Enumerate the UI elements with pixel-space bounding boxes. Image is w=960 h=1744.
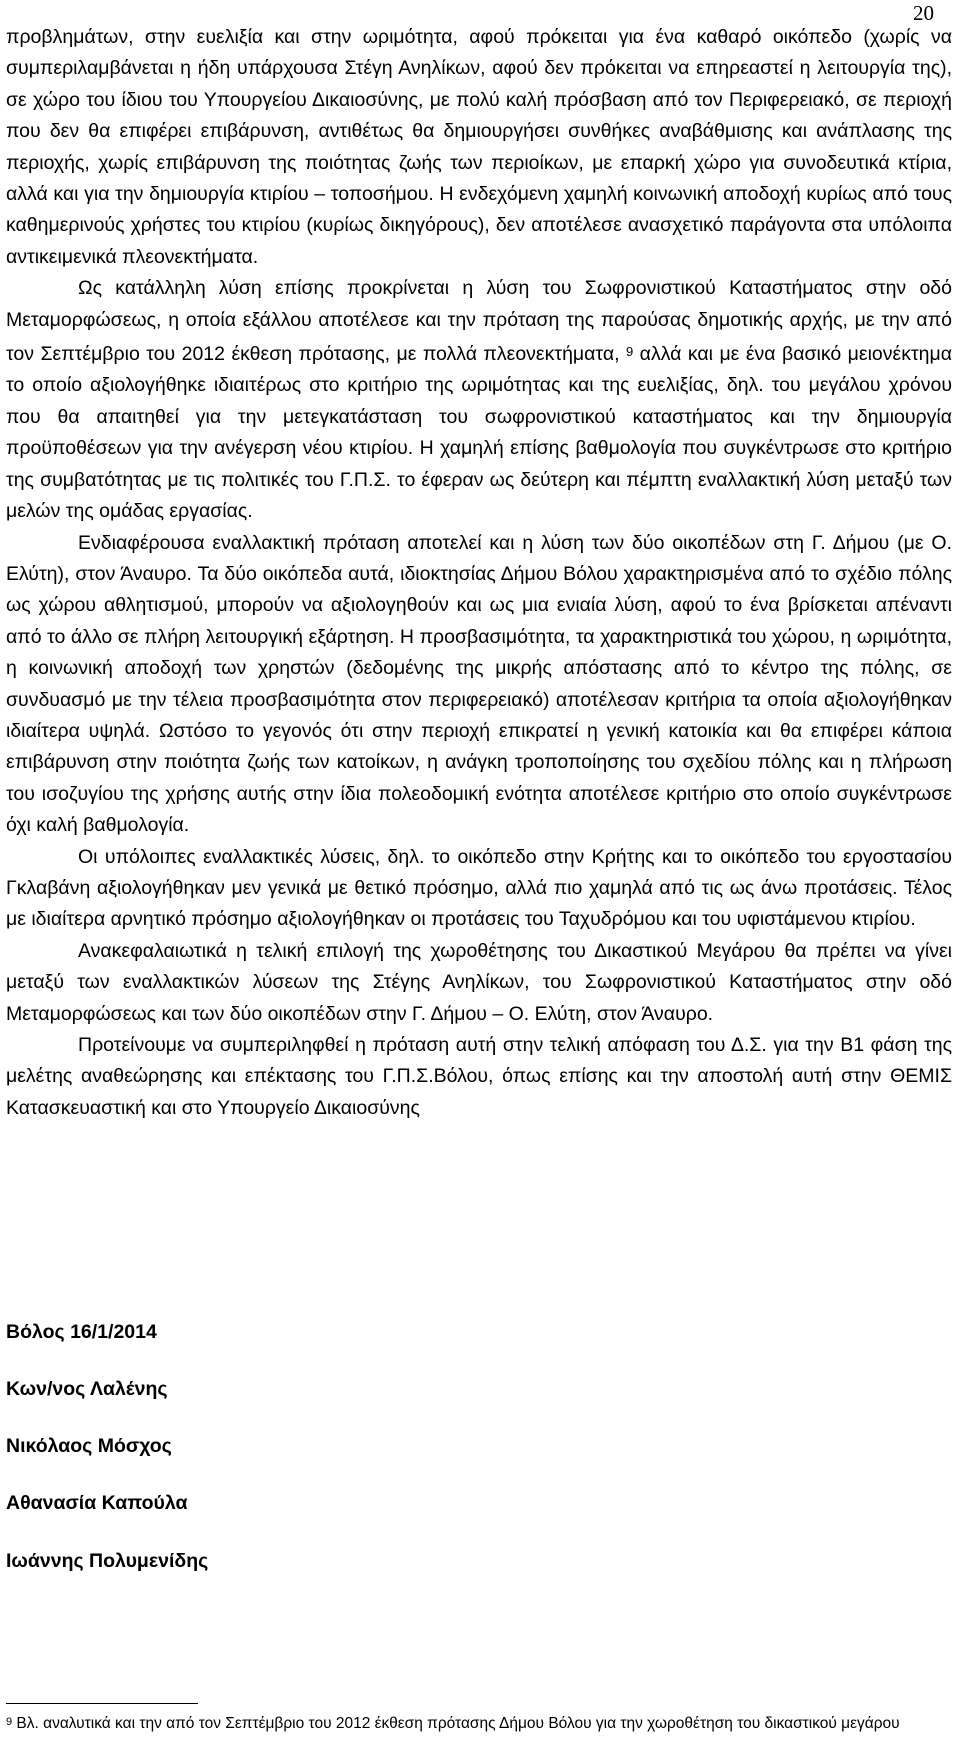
paragraph-2-part-1: Ως κατάλληλη λύση επίσης προκρίνεται η λύση του Σωφρονιστικού Καταστήματος στην οδό Μεταμορφώσεως, η οποία εξάλλου αποτέλεσε και την πρόταση της παρούσας δημοτικής αρχής, με την από τον Σεπτέμβριο του 2012 έκθεση πρότασης, με πολλά πλεονεκτήματα, bbox=[6, 277, 952, 366]
paragraph-3: Ενδιαφέρουσα εναλλακτική πρόταση αποτελεί και η λύση των δύο οικοπέδων στη Γ. Δήμου (με Ο. Ελύτη), στον Άναυρο. Τα δύο οικόπεδα αυτά, ιδιοκτησίας Δήμου Βόλου χαρακτηρισμένα από το σχέδιο πόλης ως χώρου αθλητισμού, μπορούν να αξιολογηθούν και ως μια ενιαία λύση, αφού το ένα βρίσκεται απέναντι από το άλλο σε πλήρη λειτουργική εξάρτηση. Η προσβασιμότητα, τα χαρακτηριστικά του χώρου, η ωριμότητα, η κοινωνική αποδοχή των χρηστών (δεδομένης της μικρής απόστασης από το κέντρο της πόλης, σε συνδυασμό με την τέλεια προσβασιμότητα στον περιφερειακό) αποτέλεσαν κριτήρια τα οποία αξιολογήθηκαν ιδιαίτερα υψηλά. Ωστόσο το γεγονός ότι στην περιοχή επικρατεί η γενική κατοικία και θα επιφέρει κάποια επιβάρυνση στην ποιότητα ζωής των κατοίκων, η ανάγκη τροποποίησης του σχεδίου πόλης και η πλήρωση του ισοζυγίου της χρήσης αυτής στην ίδια πολεοδομική ενότητα αποτέλεσε κριτήριο στο οποίο συγκέντρωσε όχι καλή βαθμολογία. bbox=[6, 531, 952, 837]
page-number: 20 bbox=[913, 1, 934, 25]
paragraph-2 bbox=[6, 273, 952, 527]
document-body bbox=[6, 22, 952, 1124]
footnote-separator bbox=[6, 1703, 198, 1704]
signature-date: Βόλος 16/1/2014 bbox=[6, 1321, 157, 1343]
paragraph-1: προβλημάτων, στην ευελιξία και στην ωριμότητα, αφού πρόκειται για ένα καθαρό οικόπεδο (χωρίς να συμπεριλαμβάνεται η ήδη υπάρχουσα Στέγη Ανηλίκων, αφού δεν πρόκειται να επηρεαστεί η λειτουργία της), σε χώρο του ίδιου του Υπουργείου Δικαιοσύνης, με πολύ καλή πρόσβαση από τον Περιφερειακό, σε περιοχή που δεν θα επιφέρει επιβάρυνση, αντιθέτως θα δημιουργήσει συνθήκες αναβάθμισης και ανάπλασης της περιοχής, χωρίς επιβάρυνση της ποιότητας ζωής των περιοίκων, με επαρκή χώρο για συνοδευτικά κτίρια, αλλά και για την δημιουργία κτιρίου – τοποσήμου. Η ενδεχόμενη χαμηλή κοινωνική αποδοχή κυρίως από τους καθημερινούς χρήστες του κτιρίου (κυρίως δικηγόρους), δεν αποτέλεσε ανασχετικό παράγοντα στα υπόλοιπα αντικειμενικά πλεονεκτήματα. bbox=[6, 26, 952, 268]
footnote-text: Βλ. αναλυτικά και την από τον Σεπτέμβριο του 2012 έκθεση πρότασης Δήμου Βόλου για την χωροθέτηση του δικαστικού μεγάρου bbox=[12, 1715, 900, 1732]
paragraph-6: Προτείνουμε να συμπεριληφθεί η πρόταση αυτή στην τελική απόφαση του Δ.Σ. για την Β1 φάση της μελέτης αναθεώρησης και επέκτασης του Γ.Π.Σ.Βόλου, όπως επίσης και την αποστολή αυτή στην ΘΕΜΙΣ Κατασκευαστική και στο Υπουργείο Δικαιοσύνης bbox=[6, 1034, 952, 1119]
footnote-reference[interactable]: 9 bbox=[626, 344, 634, 360]
signatory-name: Ιωάννης Πολυμενίδης bbox=[6, 1550, 209, 1572]
paragraph-5: Ανακεφαλαιωτικά η τελική επιλογή της χωροθέτησης του Δικαστικού Μεγάρου θα πρέπει να γίνει μεταξύ των εναλλακτικών λύσεων της Στέγης Ανηλίκων, του Σωφρονιστικού Καταστήματος στην οδό Μεταμορφώσεως και των δύο οικοπέδων στην Γ. Δήμου – Ο. Ελύτη, στον Άναυρο. bbox=[6, 939, 952, 1025]
footnote-marker: 9 bbox=[6, 1716, 13, 1728]
paragraph-4: Οι υπόλοιπες εναλλακτικές λύσεις, δηλ. το οικόπεδο στην Κρήτης και το οικόπεδο του εργοστασίου Γκλαβάνη αξιολογήθηκαν μεν γενικά με θετικό πρόσημο, αλλά πιο χαμηλά από τις ως άνω προτάσεις. Τέλος με ιδιαίτερα αρνητικό πρόσημο αξιολογήθηκαν οι προτάσεις του Ταχυδρόμου και του υφιστάμενου κτιρίου. bbox=[6, 845, 952, 931]
paragraph-2-part-2: αλλά και με ένα βασικό μειονέκτημα το οποίο αξιολογήθηκε ιδιαιτέρως στο κριτήριο της ωριμότητας και της ευελιξίας, δηλ. του μεγάλου χρόνου που θα απαιτηθεί για την μετεγκατάσταση του σωφρονιστικού καταστήματος και την δημιουργία προϋποθέσεων για την ανέγερση νέου κτιρίου. Η χαμηλή επίσης βαθμολογία που συγκέντρωσε στο κριτήριο της συμβατότητας με τις πολιτικές του Γ.Π.Σ. το έφεραν ως δεύτερη και πέμπτη εναλλακτική λύση μεταξύ των μελών της ομάδας εργασίας. bbox=[6, 343, 953, 523]
signatory-name: Κων/νος Λαλένης bbox=[6, 1378, 168, 1400]
signatory-name: Αθανασία Καπούλα bbox=[6, 1492, 188, 1514]
footnote-area bbox=[6, 1704, 952, 1734]
footnote bbox=[6, 1704, 952, 1734]
signatory-name: Νικόλαος Μόσχος bbox=[6, 1435, 172, 1457]
